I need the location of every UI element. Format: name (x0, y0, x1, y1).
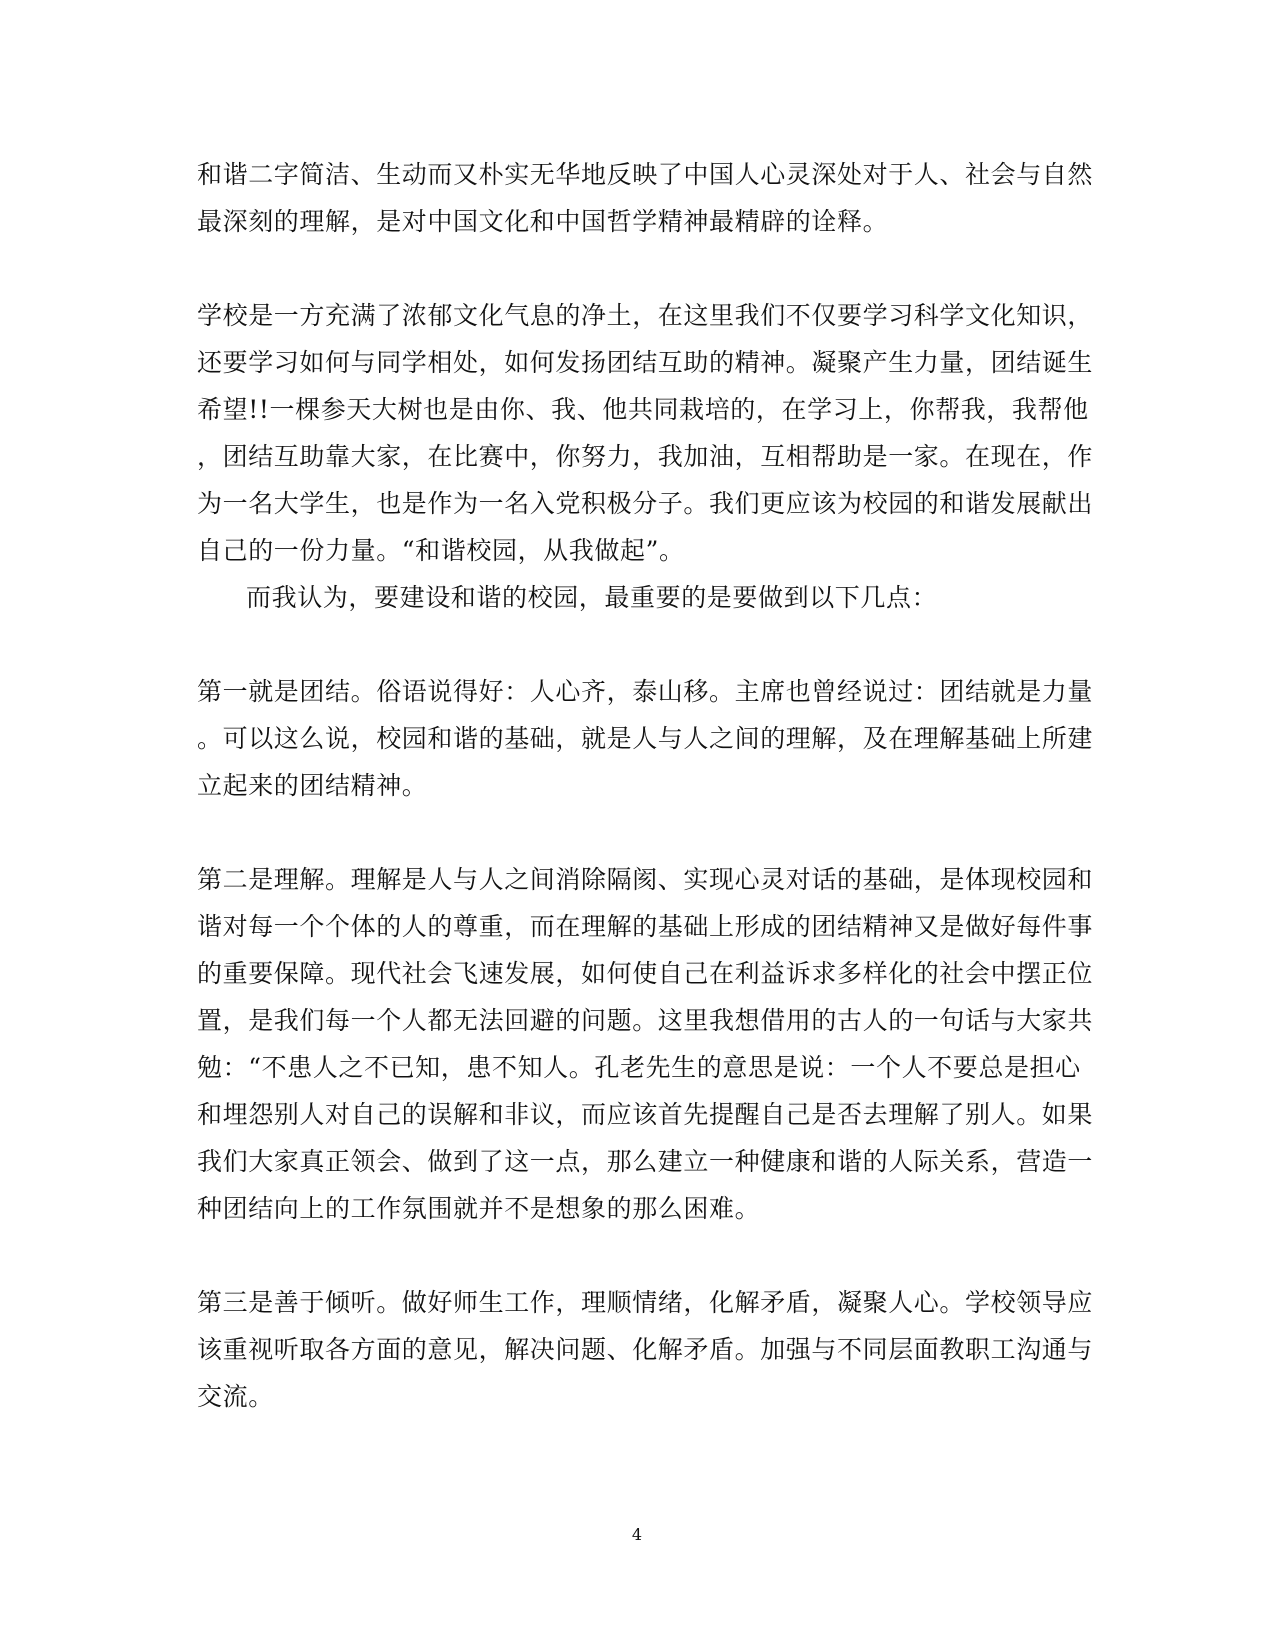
paragraph-5-line-4: 置，是我们每一个人都无法回避的问题。这里我想借用的古人的一句话与大家共 (197, 1006, 1094, 1035)
paragraph-6-line-1: 第三是善于倾听。做好师生工作，理顺情绪，化解矛盾，凝聚人心。学校领导应 (197, 1288, 1094, 1317)
paragraph-2-line-4: ，团结互助靠大家，在比赛中，你努力，我加油，互相帮助是一家。在现在，作 (197, 442, 1094, 471)
paragraph-4-line-1: 第一就是团结。俗语说得好：人心齐，泰山移。主席也曾经说过：团结就是力量 (197, 677, 1094, 706)
paragraph-5-line-1: 第二是理解。理解是人与人之间消除隔阂、实现心灵对话的基础，是体现校园和 (197, 865, 1094, 894)
paragraph-1-line-2: 最深刻的理解，是对中国文化和中国哲学精神最精辟的诠释。 (197, 207, 889, 236)
paragraph-2-line-1: 学校是一方充满了浓郁文化气息的净土，在这里我们不仅要学习科学文化知识， (197, 301, 1094, 330)
paragraph-2-line-5: 为一名大学生，也是作为一名入党积极分子。我们更应该为校园的和谐发展献出 (197, 489, 1094, 518)
paragraph-3-line-1: 而我认为，要建设和谐的校园，最重要的是要做到以下几点： (246, 583, 938, 612)
paragraph-4-line-3: 立起来的团结精神。 (197, 771, 428, 800)
paragraph-4-line-2: 。可以这么说，校园和谐的基础，就是人与人之间的理解，及在理解基础上所建 (197, 724, 1094, 753)
paragraph-5-line-3: 的重要保障。现代社会飞速发展，如何使自己在利益诉求多样化的社会中摆正位 (197, 959, 1094, 988)
page-number: 4 (631, 1525, 643, 1544)
paragraph-5-line-7: 我们大家真正领会、做到了这一点，那么建立一种健康和谐的人际关系，营造一 (197, 1147, 1094, 1176)
paragraph-6-line-2: 该重视听取各方面的意见，解决问题、化解矛盾。加强与不同层面教职工沟通与 (197, 1335, 1094, 1364)
paragraph-5-line-6: 和埋怨别人对自己的误解和非议，而应该首先提醒自己是否去理解了别人。如果 (197, 1100, 1094, 1129)
paragraph-5-line-8: 种团结向上的工作氛围就并不是想象的那么困难。 (197, 1194, 761, 1223)
paragraph-5-line-5: 勉：“不患人之不已知，患不知人。孔老先生的意思是说：一个人不要总是担心 (197, 1053, 1081, 1082)
paragraph-2-line-6: 自己的一份力量。“和谐校园，从我做起”。 (197, 536, 685, 565)
paragraph-5-line-2: 谐对每一个个体的人的尊重，而在理解的基础上形成的团结精神又是做好每件事 (197, 912, 1094, 941)
paragraph-1-line-1: 和谐二字简洁、生动而又朴实无华地反映了中国人心灵深处对于人、社会与自然 (197, 160, 1094, 189)
paragraph-6-line-3: 交流。 (197, 1382, 274, 1411)
paragraph-2-line-3: 希望!!一棵参天大树也是由你、我、他共同栽培的，在学习上，你帮我，我帮他 (197, 395, 1089, 424)
paragraph-2-line-2: 还要学习如何与同学相处，如何发扬团结互助的精神。凝聚产生力量，团结诞生 (197, 348, 1094, 377)
